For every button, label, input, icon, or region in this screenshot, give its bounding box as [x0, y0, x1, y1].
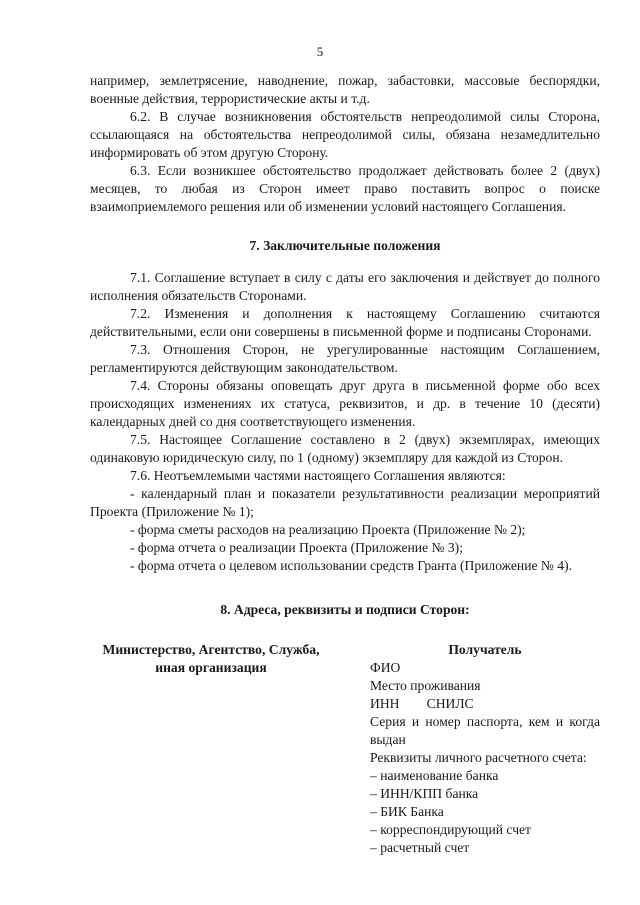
section-7-heading: 7. Заключительные положения [249, 238, 441, 253]
paragraph-7-1: 7.1. Соглашение вступает в силу с даты его заключения и действует до полного исполнения обязательств Сторонами. [90, 270, 600, 303]
recipient-field-inn-snils: ИНН СНИЛС [370, 696, 474, 711]
party-right-title: Получатель [448, 642, 522, 657]
list-item-annex-4: - форма отчета о целевом использовании средств Гранта (Приложение № 4). [130, 558, 572, 573]
recipient-field-settlement-account: – расчетный счет [370, 840, 470, 855]
list-item-annex-3: - форма отчета о реализации Проекта (Приложение № 3); [130, 540, 463, 555]
list-item-annex-2: - форма сметы расходов на реализацию Проекта (Приложение № 2); [130, 522, 526, 537]
recipient-field-residence: Место проживания [370, 678, 481, 693]
party-left-title: Министерство, Агентство, Служба, иная организация [102, 642, 320, 675]
parties-requisites [90, 641, 600, 857]
recipient-field-fio: ФИО [370, 660, 401, 675]
recipient-field-corr-account: – корреспондирующий счет [370, 822, 532, 837]
paragraph-6-1-continuation: например, землетрясение, наводнение, пожар, забастовки, массовые беспорядки, военные действия, террористические акты и т.д. [90, 73, 600, 106]
document-body [90, 72, 600, 857]
recipient-field-account-header: Реквизиты личного расчетного счета: [370, 750, 587, 765]
page-number: 5 [316, 44, 324, 59]
paragraph-7-4: 7.4. Стороны обязаны оповещать друг друга в письменной форме обо всех происходящих изменениях их статуса, реквизитов, и др. в течение 10 (десяти) календарных дней со дня соответствующего изменения. [90, 378, 600, 429]
section-8-heading: 8. Адреса, реквизиты и подписи Сторон: [220, 602, 470, 617]
paragraph-7-2: 7.2. Изменения и дополнения к настоящему Соглашению считаются действительными, если они совершены в письменной форме и подписаны Сторонами. [90, 306, 600, 339]
recipient-field-bank-inn-kpp: – ИНН/КПП банка [370, 786, 479, 801]
recipient-field-bank-name: – наименование банка [370, 768, 499, 783]
recipient-field-bank-bik: – БИК Банка [370, 804, 444, 819]
paragraph-7-3: 7.3. Отношения Сторон, не урегулированные настоящим Соглашением, регламентируются действующим законодательством. [90, 342, 600, 375]
paragraph-7-5: 7.5. Настоящее Соглашение составлено в 2 (двух) экземплярах, имеющих одинаковую юридическую силу, по 1 (одному) экземпляру для каждой из Сторон. [90, 432, 600, 465]
party-right-block [370, 641, 600, 857]
paragraph-6-2: 6.2. В случае возникновения обстоятельств непреодолимой силы Сторона, ссылающаяся на обстоятельства непреодолимой силы, обязана незамедлительно информировать об этом другую Сторону. [90, 109, 600, 160]
paragraph-7-6: 7.6. Неотъемлемыми частями настоящего Соглашения являются: [130, 468, 506, 483]
recipient-field-passport: Серия и номер паспорта, кем и когда выдан [370, 714, 600, 747]
paragraph-6-3: 6.3. Если возникшее обстоятельство продолжает действовать более 2 (двух) месяцев, то любая из Сторон имеет право поставить вопрос о поиске взаимоприемлемого решения или об изменении условий настоящего Соглашения. [90, 163, 600, 214]
list-item-annex-1: - календарный план и показатели результативности реализации мероприятий Проекта (Приложение № 1); [90, 486, 600, 519]
